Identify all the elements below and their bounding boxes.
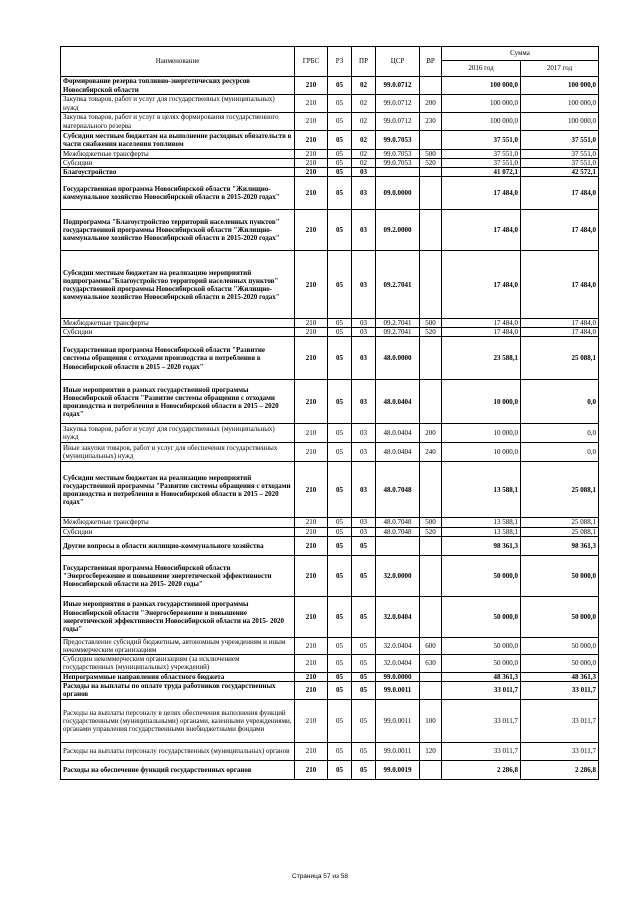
row-name-cell: Межбюджетные трансферты [61,150,295,159]
page-number: Страница 57 из 58 [292,873,348,880]
row-sum-2017-cell: 50 000,0 [521,555,599,596]
row-grbs-cell: 210 [295,596,328,637]
col-header-pr: ПР [352,47,376,77]
table-row [61,672,599,681]
table-row [61,168,599,177]
row-csr-cell: 99.0.7053 [376,150,420,159]
row-sum-2017-cell: 25 088,1 [521,518,599,527]
row-rz-cell: 05 [328,319,352,328]
row-rz-cell: 05 [328,328,352,337]
table-row [61,654,599,672]
row-name-cell: Непрограммные направления областного бюджета [61,672,295,681]
row-sum-2016-cell: 13 588,1 [442,462,521,518]
row-sum-2017-cell: 17 484,0 [521,251,599,319]
row-grbs-cell: 210 [295,681,328,699]
col-header-vr: ВР [420,47,442,77]
table-body [61,77,599,780]
row-csr-cell: 48.0.7048 [376,518,420,527]
row-name-cell: Иные мероприятия в рамках государственной программы Новосибирской области "Энергосбережение и повышение энергетической эффективности Новосибирской области на 2015- 2020 годы" [61,596,295,637]
col-header-rz: РЗ [328,47,352,77]
table-header [61,47,599,77]
row-sum-2016-cell: 2 286,8 [442,760,521,779]
row-vr-cell: 230 [420,113,442,131]
row-grbs-cell: 210 [295,536,328,555]
row-sum-2017-cell: 25 088,1 [521,462,599,518]
row-sum-2016-cell: 17 484,0 [442,210,521,251]
row-pr-cell: 03 [352,424,376,443]
row-csr-cell [376,168,420,177]
row-sum-2017-cell: 0,0 [521,424,599,443]
row-pr-cell: 05 [352,760,376,779]
row-rz-cell: 05 [328,518,352,527]
row-sum-2016-cell: 13 588,1 [442,518,521,527]
row-pr-cell: 03 [352,462,376,518]
row-rz-cell: 05 [328,555,352,596]
row-vr-cell [420,380,442,424]
row-pr-cell: 05 [352,637,376,654]
row-csr-cell: 48.0.0000 [376,337,420,380]
table-row [61,77,599,95]
table-row [61,337,599,380]
row-grbs-cell: 210 [295,527,328,536]
table-row [61,150,599,159]
row-vr-cell [420,168,442,177]
row-vr-cell [420,131,442,150]
row-grbs-cell: 210 [295,462,328,518]
row-rz-cell: 05 [328,210,352,251]
row-vr-cell: 500 [420,518,442,527]
row-vr-cell [420,596,442,637]
row-pr-cell: 03 [352,337,376,380]
row-name-cell: Закупка товаров, работ и услуг в целях формирования государственного материального резерва [61,113,295,131]
row-grbs-cell: 210 [295,555,328,596]
row-sum-2016-cell: 17 484,0 [442,177,521,210]
row-sum-2016-cell: 10 000,0 [442,380,521,424]
row-sum-2017-cell: 100 000,0 [521,95,599,113]
table-row [61,742,599,760]
row-name-cell: Субсидии местным бюджетам на выполнение расходных обязательств в части снабжения населения топливом [61,131,295,150]
row-sum-2017-cell: 98 361,3 [521,536,599,555]
row-name-cell: Субсидии местным бюджетам на реализацию мероприятий государственной программы "Развитие системы обращения с отходами производства и потребления в Новосибирской области в 2015 – 2020 годах" [61,462,295,518]
row-grbs-cell: 210 [295,77,328,95]
row-csr-cell: 99.0.0712 [376,77,420,95]
row-sum-2016-cell: 37 551,0 [442,159,521,168]
row-vr-cell [420,672,442,681]
row-rz-cell: 05 [328,77,352,95]
row-name-cell: Межбюджетные трансферты [61,319,295,328]
row-grbs-cell: 210 [295,177,328,210]
row-vr-cell: 500 [420,319,442,328]
table-row [61,536,599,555]
table-row [61,113,599,131]
row-csr-cell: 32.0.0404 [376,654,420,672]
budget-table [60,46,599,780]
table-row [61,637,599,654]
row-vr-cell: 500 [420,150,442,159]
row-csr-cell: 09.2.7041 [376,328,420,337]
row-vr-cell [420,555,442,596]
row-grbs-cell: 210 [295,168,328,177]
table-row [61,443,599,462]
row-sum-2017-cell: 17 484,0 [521,177,599,210]
row-sum-2016-cell: 100 000,0 [442,77,521,95]
row-rz-cell: 05 [328,681,352,699]
row-sum-2016-cell: 33 011,7 [442,742,521,760]
row-pr-cell: 02 [352,131,376,150]
row-sum-2017-cell: 100 000,0 [521,77,599,95]
row-pr-cell: 02 [352,113,376,131]
row-vr-cell [420,681,442,699]
col-header-sum: Сумма [442,47,599,61]
row-csr-cell: 99.0.0011 [376,742,420,760]
row-sum-2016-cell: 17 484,0 [442,328,521,337]
row-rz-cell: 05 [328,654,352,672]
row-csr-cell: 99.0.7053 [376,159,420,168]
row-rz-cell: 05 [328,177,352,210]
row-sum-2016-cell: 10 000,0 [442,424,521,443]
row-pr-cell: 02 [352,77,376,95]
row-grbs-cell: 210 [295,380,328,424]
row-sum-2016-cell: 100 000,0 [442,95,521,113]
row-pr-cell: 02 [352,95,376,113]
row-csr-cell: 99.0.7053 [376,131,420,150]
row-rz-cell: 05 [328,113,352,131]
row-csr-cell: 09.2.7041 [376,319,420,328]
table-row [61,596,599,637]
row-vr-cell [420,462,442,518]
row-grbs-cell: 210 [295,742,328,760]
row-pr-cell: 03 [352,328,376,337]
row-name-cell: Государственная программа Новосибирской области "Развитие системы обращения с отходами производства и потребления в Новосибирской области в 2015 – 2020 годах" [61,337,295,380]
row-pr-cell: 05 [352,681,376,699]
row-pr-cell: 03 [352,251,376,319]
table-row [61,177,599,210]
row-vr-cell [420,77,442,95]
row-rz-cell: 05 [328,95,352,113]
row-vr-cell: 200 [420,95,442,113]
row-sum-2016-cell: 33 011,7 [442,681,521,699]
row-csr-cell: 32.0.0404 [376,637,420,654]
row-sum-2017-cell: 48 361,3 [521,672,599,681]
row-name-cell: Расходы на обеспечение функций государственных органов [61,760,295,779]
col-header-2016: 2016 год [442,61,521,77]
row-rz-cell: 05 [328,672,352,681]
row-grbs-cell: 210 [295,210,328,251]
row-vr-cell: 240 [420,443,442,462]
row-csr-cell: 48.0.0404 [376,443,420,462]
row-name-cell: Субсидии [61,328,295,337]
row-rz-cell: 05 [328,131,352,150]
table-row [61,319,599,328]
col-header-grbs: ГРБС [295,47,328,77]
row-rz-cell: 05 [328,527,352,536]
row-csr-cell: 99.0.0019 [376,760,420,779]
row-grbs-cell: 210 [295,251,328,319]
row-csr-cell: 09.2.0000 [376,210,420,251]
table-row [61,328,599,337]
row-sum-2016-cell: 100 000,0 [442,113,521,131]
row-sum-2016-cell: 17 484,0 [442,319,521,328]
row-sum-2016-cell: 37 551,0 [442,150,521,159]
row-sum-2016-cell: 50 000,0 [442,596,521,637]
row-name-cell: Предоставление субсидий бюджетным, автономным учреждениям и иным некоммерческим организациям [61,637,295,654]
row-pr-cell: 03 [352,527,376,536]
row-grbs-cell: 210 [295,699,328,742]
row-grbs-cell: 210 [295,150,328,159]
row-vr-cell: 630 [420,654,442,672]
row-sum-2016-cell: 17 484,0 [442,251,521,319]
row-pr-cell: 05 [352,654,376,672]
row-csr-cell: 32.0.0000 [376,555,420,596]
row-grbs-cell: 210 [295,654,328,672]
table-row [61,380,599,424]
row-vr-cell: 520 [420,159,442,168]
row-grbs-cell: 210 [295,443,328,462]
row-rz-cell: 05 [328,536,352,555]
row-vr-cell [420,337,442,380]
row-pr-cell: 03 [352,177,376,210]
row-sum-2017-cell: 17 484,0 [521,328,599,337]
table-row [61,424,599,443]
row-csr-cell: 99.0.0011 [376,699,420,742]
table-row [61,251,599,319]
row-sum-2016-cell: 98 361,3 [442,536,521,555]
row-vr-cell [420,210,442,251]
row-grbs-cell: 210 [295,337,328,380]
row-sum-2017-cell: 37 551,0 [521,150,599,159]
row-vr-cell [420,760,442,779]
row-csr-cell: 48.0.0404 [376,424,420,443]
row-rz-cell: 05 [328,443,352,462]
row-grbs-cell: 210 [295,113,328,131]
row-grbs-cell: 210 [295,672,328,681]
row-name-cell: Расходы на выплаты персоналу государственных (муниципальных) органов [61,742,295,760]
table-row [61,699,599,742]
row-vr-cell [420,251,442,319]
row-rz-cell: 05 [328,251,352,319]
row-grbs-cell: 210 [295,95,328,113]
table-row [61,518,599,527]
row-csr-cell: 09.2.7041 [376,251,420,319]
table-row [61,210,599,251]
row-rz-cell: 05 [328,159,352,168]
row-grbs-cell: 210 [295,518,328,527]
row-sum-2017-cell: 2 286,8 [521,760,599,779]
row-grbs-cell: 210 [295,328,328,337]
row-name-cell: Подпрограмма "Благоустройство территорий населенных пунктов" государственной программы Новосибирской области "Жилищно-коммунальное хозяйство Новосибирской области в 2015-2020 годах" [61,210,295,251]
row-vr-cell: 120 [420,742,442,760]
col-header-name: Наименование [61,47,295,77]
row-pr-cell: 02 [352,150,376,159]
row-sum-2017-cell: 50 000,0 [521,654,599,672]
row-sum-2016-cell: 41 072,1 [442,168,521,177]
row-grbs-cell: 210 [295,424,328,443]
row-vr-cell: 520 [420,527,442,536]
row-pr-cell: 03 [352,168,376,177]
row-name-cell: Закупка товаров, работ и услуг для государственных (муниципальных) нужд [61,424,295,443]
row-name-cell: Другие вопросы в области жилищно-коммунального хозяйства [61,536,295,555]
row-rz-cell: 05 [328,699,352,742]
row-sum-2016-cell: 10 000,0 [442,443,521,462]
table-row [61,462,599,518]
table-row [61,95,599,113]
row-csr-cell: 09.0.0000 [376,177,420,210]
row-rz-cell: 05 [328,760,352,779]
row-sum-2017-cell: 42 572,1 [521,168,599,177]
row-name-cell: Расходы на выплаты персоналу в целях обеспечения выполнения функций государственными (муниципальными) органами, казенными учреждениями, органами управления государственными внебюджетными фондами [61,699,295,742]
row-sum-2017-cell: 33 011,7 [521,742,599,760]
row-grbs-cell: 210 [295,159,328,168]
row-pr-cell: 05 [352,596,376,637]
row-grbs-cell: 210 [295,637,328,654]
row-sum-2016-cell: 23 588,1 [442,337,521,380]
row-csr-cell: 99.0.0712 [376,113,420,131]
table-row [61,555,599,596]
row-sum-2017-cell: 50 000,0 [521,637,599,654]
row-name-cell: Иные мероприятия в рамках государственной программы Новосибирской области "Развитие системы обращения с отходами производства и потребления в Новосибирской области в 2015 – 2020 годах" [61,380,295,424]
row-name-cell: Субсидии [61,527,295,536]
row-pr-cell: 02 [352,159,376,168]
row-pr-cell: 05 [352,536,376,555]
row-rz-cell: 05 [328,742,352,760]
row-pr-cell: 05 [352,742,376,760]
row-pr-cell: 03 [352,380,376,424]
row-sum-2017-cell: 33 011,7 [521,699,599,742]
row-sum-2016-cell: 13 588,1 [442,527,521,536]
row-sum-2017-cell: 17 484,0 [521,319,599,328]
row-name-cell: Расходы на выплаты по оплате труда работников государственных органов [61,681,295,699]
row-vr-cell: 520 [420,328,442,337]
table-row [61,159,599,168]
row-csr-cell [376,536,420,555]
row-name-cell: Субсидии некоммерческим организациям (за исключением государственных (муниципальных) учреждений) [61,654,295,672]
row-pr-cell: 03 [352,210,376,251]
row-sum-2017-cell: 37 551,0 [521,131,599,150]
row-sum-2017-cell: 33 011,7 [521,681,599,699]
row-sum-2017-cell: 100 000,0 [521,113,599,131]
table-row [61,527,599,536]
row-sum-2017-cell: 17 484,0 [521,210,599,251]
row-sum-2017-cell: 0,0 [521,443,599,462]
row-name-cell: Межбюджетные трансферты [61,518,295,527]
table-row [61,760,599,779]
row-rz-cell: 05 [328,337,352,380]
row-name-cell: Формирование резерва топливно-энергетических ресурсов Новосибирской области [61,77,295,95]
row-rz-cell: 05 [328,462,352,518]
row-pr-cell: 03 [352,319,376,328]
row-vr-cell: 600 [420,637,442,654]
row-csr-cell: 48.0.7048 [376,462,420,518]
row-grbs-cell: 210 [295,131,328,150]
row-name-cell: Иные закупки товаров, работ и услуг для обеспечения государственных (муниципальных) нужд [61,443,295,462]
row-pr-cell: 03 [352,518,376,527]
row-rz-cell: 05 [328,637,352,654]
row-sum-2017-cell: 0,0 [521,380,599,424]
row-sum-2017-cell: 37 551,0 [521,159,599,168]
row-sum-2016-cell: 33 011,7 [442,699,521,742]
row-sum-2016-cell: 37 551,0 [442,131,521,150]
row-csr-cell: 99.0.0000 [376,672,420,681]
row-pr-cell: 05 [352,699,376,742]
table-row [61,681,599,699]
col-header-2017: 2017 год [521,61,599,77]
row-csr-cell: 48.0.7048 [376,527,420,536]
row-sum-2016-cell: 50 000,0 [442,637,521,654]
row-sum-2016-cell: 50 000,0 [442,555,521,596]
row-rz-cell: 05 [328,150,352,159]
row-rz-cell: 05 [328,596,352,637]
row-rz-cell: 05 [328,380,352,424]
row-vr-cell [420,536,442,555]
row-pr-cell: 03 [352,443,376,462]
col-header-csr: ЦСР [376,47,420,77]
row-csr-cell: 99.0.0011 [376,681,420,699]
row-pr-cell: 05 [352,555,376,596]
row-vr-cell: 100 [420,699,442,742]
table-row [61,131,599,150]
row-sum-2017-cell: 50 000,0 [521,596,599,637]
row-name-cell: Закупка товаров, работ и услуг для государственных (муниципальных) нужд [61,95,295,113]
row-csr-cell: 48.0.0404 [376,380,420,424]
row-name-cell: Субсидии местным бюджетам на реализацию мероприятий подпрограммы"Благоустройство территорий населенных пунктов" государственной программы Новосибирской области "Жилищно-коммунальное хозяйство Новосибирской области в 2015-2020 годах" [61,251,295,319]
row-name-cell: Благоустройство [61,168,295,177]
row-vr-cell [420,177,442,210]
row-name-cell: Государственная программа Новосибирской области "Жилищно-коммунальное хозяйство Новосибирской области в 2015-2020 годах" [61,177,295,210]
row-name-cell: Государственная программа Новосибирской области "Энергосбережение и повышение энергетической эффективности Новосибирской области на 2015- 2020 годы" [61,555,295,596]
row-sum-2016-cell: 50 000,0 [442,654,521,672]
row-name-cell: Субсидии [61,159,295,168]
row-rz-cell: 05 [328,424,352,443]
row-rz-cell: 05 [328,168,352,177]
row-grbs-cell: 210 [295,319,328,328]
row-sum-2017-cell: 25 088,1 [521,337,599,380]
row-sum-2016-cell: 48 361,3 [442,672,521,681]
row-grbs-cell: 210 [295,760,328,779]
row-pr-cell: 05 [352,672,376,681]
row-csr-cell: 99.0.0712 [376,95,420,113]
row-csr-cell: 32.0.0404 [376,596,420,637]
row-vr-cell: 200 [420,424,442,443]
row-sum-2017-cell: 25 088,1 [521,527,599,536]
